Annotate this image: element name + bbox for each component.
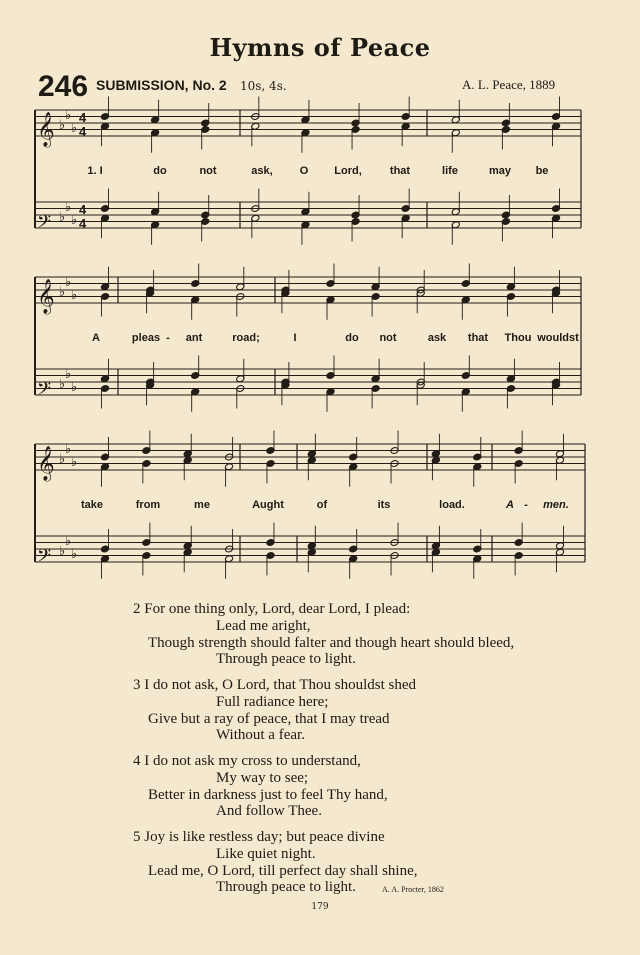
lyric-syllable: its [377,499,391,511]
time-signature: 4 [79,110,87,125]
lyric-syllable: be [535,165,549,177]
lyric-syllable: - [166,332,170,344]
meter: 10s, 4s. [240,79,287,93]
lyric-syllable: of [316,499,328,511]
flat-sign: ♭ [65,200,72,215]
treble-clef: 𝄞 [37,446,55,481]
flat-sign: ♭ [71,213,78,228]
lyric-syllable: - [524,499,528,511]
lyric-syllable: load. [439,499,465,511]
lyric-syllable: pleas [131,332,161,344]
lyric-syllable: Aught [252,499,284,511]
hymn-number: 246 [38,70,89,103]
lyric-syllable: wouldst [537,332,579,344]
lyric-syllable: not [379,332,397,344]
flat-sign: ♭ [71,121,78,136]
lyric-syllable: road; [232,332,260,344]
verse-2-line-2: Lead me aright, [216,618,311,634]
time-signature: 4 [79,216,87,231]
flat-sign: ♭ [71,380,78,395]
flat-sign: ♭ [65,442,72,457]
page-title: Hymns of Peace [209,33,431,62]
tune-name: SUBMISSION, No. 2 [96,77,227,93]
lyric-syllable: A [506,499,514,511]
flat-sign: ♭ [59,209,66,225]
lyric-syllable: 1. I [87,165,103,177]
flat-sign: ♭ [65,275,72,290]
lyric-syllable: ask, [251,165,273,177]
flat-sign: ♭ [59,451,66,467]
verse-5-line-2: Like quiet night. [216,846,316,862]
flat-sign: ♭ [59,284,66,300]
lyric-syllable: Lord, [334,165,362,177]
verse-2-line-4: Through peace to light. [216,651,356,667]
flat-sign: ♭ [71,455,78,470]
treble-clef: 𝄞 [37,112,55,147]
flat-sign: ♭ [65,367,72,382]
lyric-syllable: men. [543,499,569,511]
flat-sign: ♭ [59,117,66,133]
flat-sign: ♭ [59,376,66,392]
lyric-syllable: do [345,332,359,344]
lyric-syllable: that [467,332,489,344]
time-signature: 4 [79,124,87,139]
lyric-syllable: A [92,332,100,344]
verse-5-line-4: Through peace to light. [216,879,356,895]
treble-clef: 𝄞 [37,279,55,314]
verse-4-line-3: Better in darkness just to feel Thy hand, [148,787,388,803]
bass-clef: 𝄢 [37,546,52,571]
verse-3-line-3: Give but a ray of peace, that I may tread [148,711,390,727]
flat-sign: ♭ [65,108,72,123]
lyric-syllable: O [299,165,309,177]
lyric-syllable: not [199,165,217,177]
lyric-syllable: Thou [504,332,532,344]
lyric-syllable: may [488,165,512,177]
verse-4-line-2: My way to see; [216,770,309,786]
lyric-syllable: life [442,165,458,177]
verse-4-line-1: 4 I do not ask my cross to understand, [133,753,361,769]
flat-sign: ♭ [71,547,78,562]
verse-2-line-3: Though strength should falter and though heart should bleed, [148,635,515,651]
lyric-syllable: I [293,332,297,344]
page-number: 179 [311,902,329,912]
verse-3-line-2: Full radiance here; [216,694,329,710]
verse-2-line-1: 2 For one thing only, Lord, dear Lord, I plead: [133,601,411,617]
verse-5-line-3: Lead me, O Lord, till perfect day shall shine, [148,863,418,879]
translator-credit: A. A. Procter, 1862 [382,885,444,894]
time-signature: 4 [79,202,87,217]
bass-clef: 𝄢 [37,212,52,237]
lyric-syllable: do [153,165,167,177]
composer: A. L. Peace, 1889 [462,77,556,92]
lyric-syllable: ask [427,332,447,344]
verse-3-line-1: 3 I do not ask, O Lord, that Thou shouldst shed [133,677,417,693]
flat-sign: ♭ [65,534,72,549]
lyric-syllable: me [194,499,210,511]
verse-3-line-4: Without a fear. [216,727,305,743]
verse-5-line-1: 5 Joy is like restless day; but peace divine [133,829,385,845]
flat-sign: ♭ [59,543,66,559]
bass-clef: 𝄢 [37,379,52,404]
lyric-syllable: from [135,499,161,511]
lyric-syllable: that [389,165,411,177]
lyric-syllable: take [80,499,104,511]
flat-sign: ♭ [71,288,78,303]
lyric-syllable: ant [185,332,203,344]
verse-4-line-4: And follow Thee. [216,803,322,819]
